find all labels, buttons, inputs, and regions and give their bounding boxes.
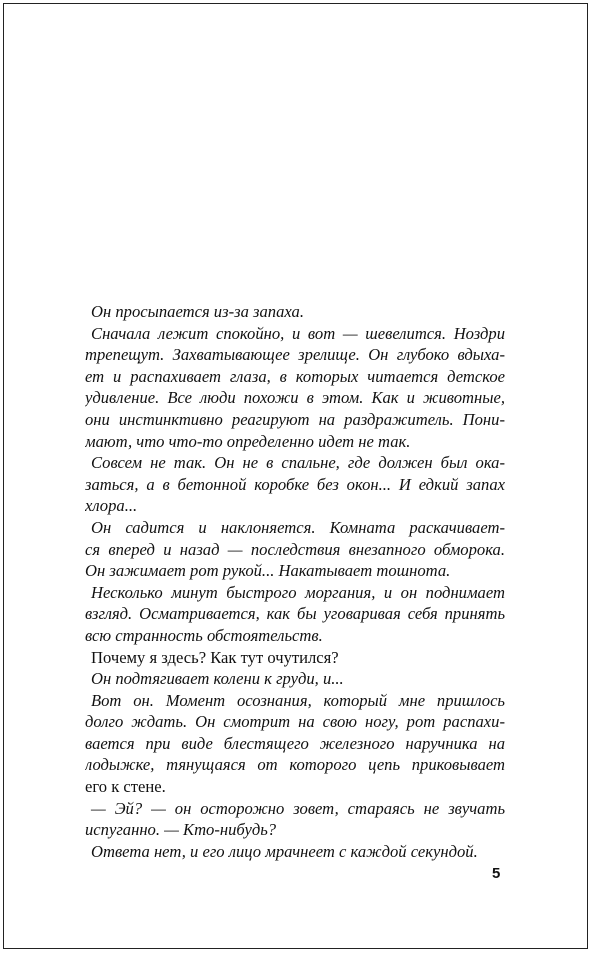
text-line: мают, что что-то определенно идет не так.: [85, 431, 411, 451]
text-line: Он зажимает рот рукой... Накатывает тошнота.: [85, 561, 451, 581]
text-line: Он садится и наклоняется. Комната раскачивает-: [91, 517, 505, 537]
text-line: Вот он. Момент осознания, который мне пришлось: [91, 690, 505, 710]
text-line: его к стене.: [85, 777, 166, 797]
text-line: долго ждать. Он смотрит на свою ногу, рот распахи-: [85, 712, 505, 732]
text-line: лодыжке, тянущаяся от которого цепь приковывает: [85, 755, 505, 775]
text-line: испуганно. — Кто-нибудь?: [85, 820, 277, 840]
text-line: вается при виде блестящего железного наручника на: [85, 733, 505, 753]
text-line: Сначала лежит спокойно, и вот — шевелится. Ноздри: [91, 323, 505, 343]
text-line: Он подтягивает колени к груди, и...: [91, 669, 344, 689]
text-line: взгляд. Осматривается, как бы уговаривая себя принять: [85, 604, 505, 624]
text-line: Несколько минут быстрого моргания, и он поднимает: [91, 582, 505, 602]
text-line: хлора...: [85, 496, 138, 516]
text-line: — Эй? — он осторожно зовет, стараясь не звучать: [91, 798, 505, 818]
text-line: Он просыпается из-за запаха.: [91, 302, 304, 321]
text-line: заться, а в бетонной коробке без окон... И едкий запах: [85, 474, 505, 494]
text-line: Совсем не так. Он не в спальне, где должен был ока-: [91, 453, 505, 473]
text-line: они инстинктивно реагируют на раздражитель. Пони-: [85, 409, 505, 429]
text-line: Ответа нет, и его лицо мрачнеет с каждой секундой.: [91, 841, 478, 861]
book-page: [3, 3, 588, 949]
text-line: Почему я здесь? Как тут очутился?: [91, 647, 339, 667]
text-line: трепещут. Захватывающее зрелище. Он глубоко вдыха-: [85, 345, 505, 365]
body-text: [85, 301, 505, 862]
text-line: удивление. Все люди похожи в этом. Как и животные,: [85, 388, 505, 408]
text-line: ет и распахивает глаза, в которых читается детское: [85, 366, 505, 386]
page-number: 5: [492, 865, 501, 882]
text-line: ся вперед и назад — последствия внезапного обморока.: [85, 539, 505, 559]
text-line: всю странность обстоятельств.: [85, 625, 323, 645]
